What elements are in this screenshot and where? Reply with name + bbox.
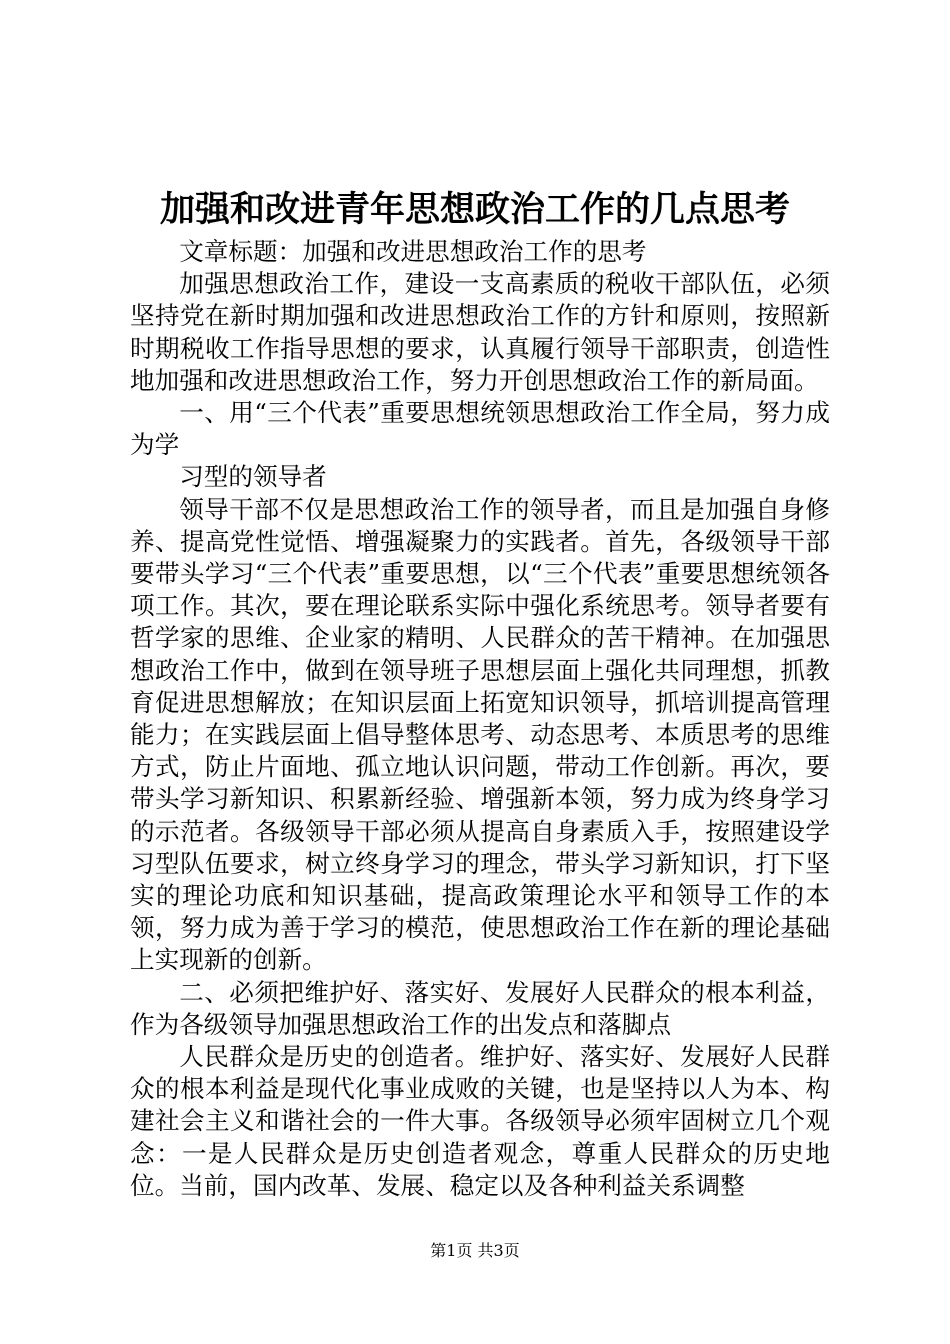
- section-heading-two: 二、必须把维护好、落实好、发展好人民群众的根本利益，作为各级领导加强思想政治工作的出发点和落脚点: [130, 977, 830, 1039]
- paragraph-section-two-body: 人民群众是历史的创造者。维护好、落实好、发展好人民群众的根本利益是现代化事业成败的关键，也是坚持以人为本、构建社会主义和谐社会的一件大事。各级领导必须牢固树立几个观念：一是人民群众是历史创造者观念，尊重人民群众的历史地位。当前，国内改革、发展、稳定以及各种利益关系调整: [130, 1042, 830, 1200]
- paragraph-section-one-body: 领导干部不仅是思想政治工作的领导者，而且是加强自身修养、提高党性觉悟、增强凝聚力的实践者。首先，各级领导干部要带头学习“三个代表”重要思想，以“三个代表”重要思想统领各项工作。其次，要在理论联系实际中强化系统思考。领导者要有哲学家的思维、企业家的精明、人民群众的苦干精神。在加强思想政治工作中，做到在领导班子思想层面上强化共同理想，抓教育促进思想解放；在知识层面上拓宽知识领导，抓培训提高管理能力；在实践层面上倡导整体思考、动态思考、本质思考的思维方式，防止片面地、孤立地认识问题，带动工作创新。再次，要带头学习新知识、积累新经验、增强新本领，努力成为终身学习的示范者。各级领导干部必须从提高自身素质入手，按照建设学习型队伍要求，树立终身学习的理念，带头学习新知识，打下坚实的理论功底和知识基础，提高政策理论水平和领导工作的本领，努力成为善于学习的模范，使思想政治工作在新的理论基础上实现新的创新。: [130, 494, 830, 975]
- section-heading-one: 一、用“三个代表”重要思想统领思想政治工作全局，努力成为学: [130, 398, 830, 460]
- document-title: 加强和改进青年思想政治工作的几点思考: [159, 189, 790, 230]
- page-footer: 第1页 共3页: [430, 1241, 520, 1260]
- paragraph-intro: 加强思想政治工作，建设一支高素质的税收干部队伍，必须坚持党在新时期加强和改进思想政治工作的方针和原则，按照新时期税收工作指导思想的要求，认真履行领导干部职责，创造性地加强和改进思想政治工作，努力开创思想政治工作的新局面。: [130, 269, 830, 395]
- document-body: [130, 236, 830, 1202]
- section-heading-one-continued: 习型的领导者: [179, 462, 327, 492]
- paragraph-article-heading: 文章标题：加强和改进思想政治工作的思考: [179, 237, 647, 266]
